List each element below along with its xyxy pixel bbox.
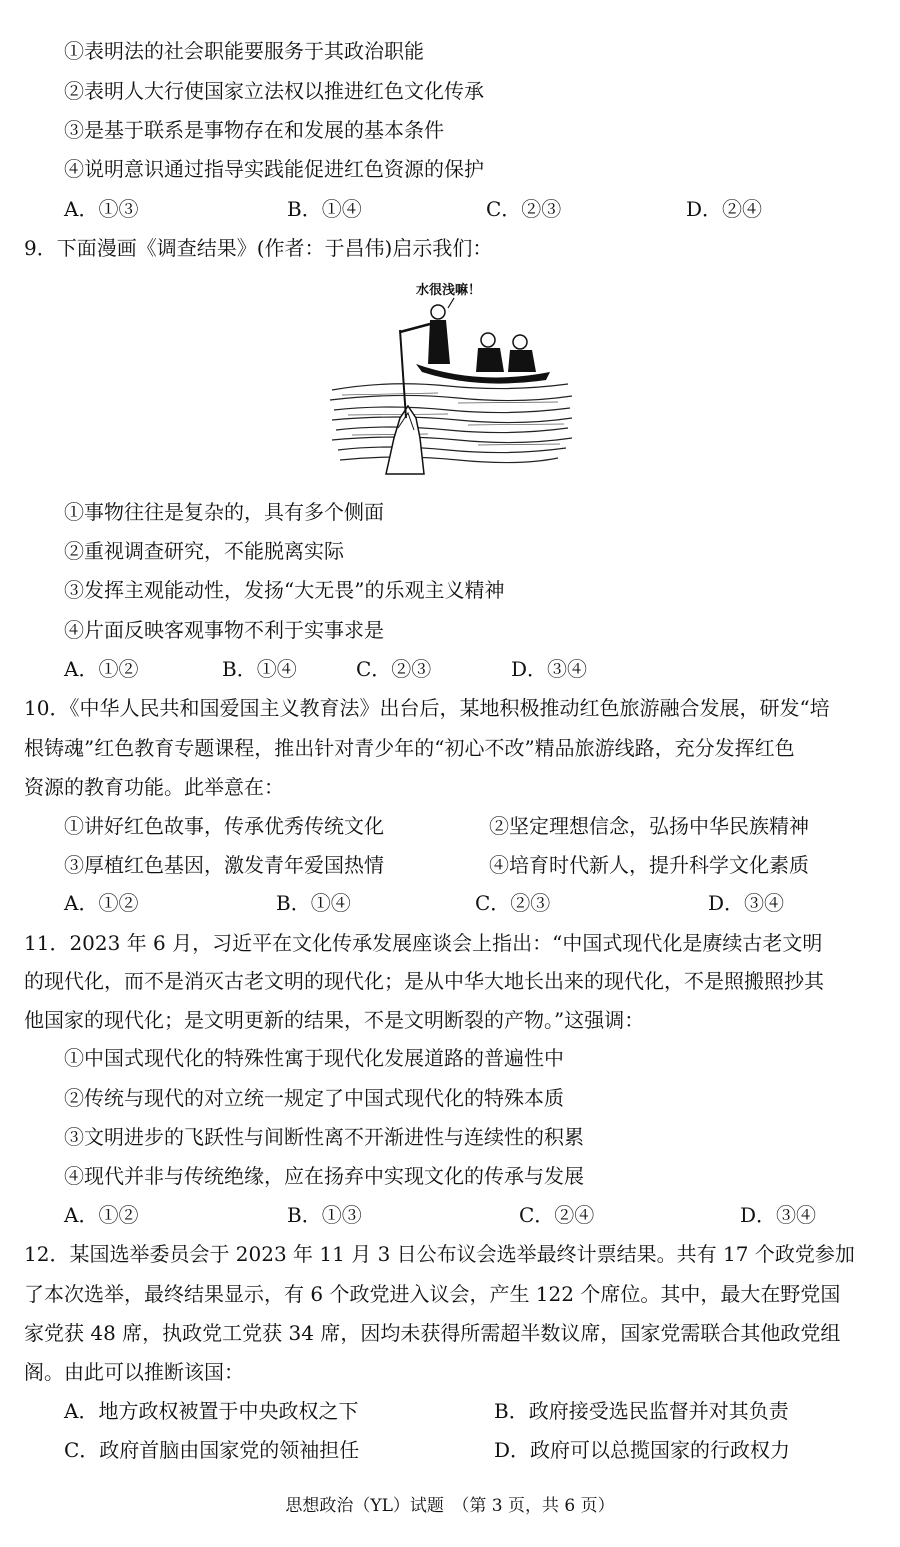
q9-option-b: B．①④ — [222, 657, 297, 681]
q9-option-c: C．②③ — [356, 657, 432, 681]
q11-stem-line-2: 的现代化，而不是消灭古老文明的现代化；是从中华大地长出来的现代化，不是照搬照抄其 — [24, 969, 824, 993]
q8-option-d: D．②④ — [686, 197, 763, 221]
cartoon-image — [328, 268, 574, 476]
cartoon-caption: 水很浅嘛！ — [416, 283, 482, 298]
q12-option-d: D．政府可以总揽国家的行政权力 — [494, 1438, 791, 1462]
q10-stem-line-3: 资源的教育功能。此举意在： — [24, 775, 284, 799]
q12-option-a: A．地方政权被置于中央政权之下 — [64, 1399, 359, 1423]
q11-option-b: B．①③ — [287, 1203, 362, 1227]
q8-option-c: C．②③ — [486, 197, 562, 221]
q12-option-c: C．政府首脑由国家党的领袖担任 — [64, 1438, 360, 1462]
q10-item-3: ③厚植红色基因，激发青年爱国热情 — [64, 853, 384, 877]
q12-option-b: B．政府接受选民监督并对其负责 — [494, 1399, 789, 1423]
q10-option-d: D．③④ — [708, 891, 785, 915]
q8-item-3: ③是基于联系是事物存在和发展的基本条件 — [64, 118, 444, 142]
q11-item-4: ④现代并非与传统绝缘，应在扬弃中实现文化的传承与发展 — [64, 1164, 584, 1188]
q10-option-a: A．①② — [64, 891, 139, 915]
q11-stem-line-1: 11．2023 年 6 月，习近平在文化传承发展座谈会上指出：“中国式现代化是赓续古老文明 — [24, 931, 823, 955]
q10-item-1: ①讲好红色故事，传承优秀传统文化 — [64, 814, 384, 838]
q11-item-1: ①中国式现代化的特殊性寓于现代化发展道路的普遍性中 — [64, 1046, 564, 1070]
q10-option-c: C．②③ — [475, 891, 551, 915]
q10-stem-line-1: 10．《中华人民共和国爱国主义教育法》出台后，某地积极推动红色旅游融合发展，研发“培 — [24, 696, 830, 720]
q9-stem: 9．下面漫画《调查结果》(作者：于昌伟)启示我们： — [24, 236, 493, 260]
q12-stem-line-1: 12．某国选举委员会于 2023 年 11 月 3 日公布议会选举最终计票结果。共有 17 个政党参加 — [24, 1242, 855, 1266]
q10-item-2: ②坚定理想信念，弘扬中华民族精神 — [489, 814, 809, 838]
q8-option-b: B．①④ — [287, 197, 362, 221]
q11-option-c: C．②④ — [519, 1203, 595, 1227]
q9-item-3: ③发挥主观能动性，发扬“大无畏”的乐观主义精神 — [64, 578, 505, 602]
q8-item-2: ②表明人大行使国家立法权以推进红色文化传承 — [64, 79, 484, 103]
q9-item-4: ④片面反映客观事物不利于实事求是 — [64, 618, 384, 642]
q11-item-3: ③文明进步的飞跃性与间断性离不开渐进性与连续性的积累 — [64, 1125, 584, 1149]
q9-item-2: ②重视调查研究，不能脱离实际 — [64, 539, 344, 563]
q9-item-1: ①事物往往是复杂的，具有多个侧面 — [64, 500, 384, 524]
q10-option-b: B．①④ — [276, 891, 351, 915]
q11-stem-line-3: 他国家的现代化；是文明更新的结果，不是文明断裂的产物。”这强调： — [24, 1008, 645, 1032]
q11-option-a: A．①② — [64, 1203, 139, 1227]
q12-stem-line-4: 阁。由此可以推断该国： — [24, 1360, 244, 1384]
q11-item-2: ②传统与现代的对立统一规定了中国式现代化的特殊本质 — [64, 1086, 564, 1110]
q10-stem-line-2: 根铸魂”红色教育专题课程，推出针对青少年的“初心不改”精品旅游线路，充分发挥红色 — [24, 736, 795, 760]
q8-item-1: ①表明法的社会职能要服务于其政治职能 — [64, 39, 424, 63]
q9-option-d: D．③④ — [511, 657, 588, 681]
page-footer: 思想政治（YL）试题 （第 3 页，共 6 页） — [285, 1496, 615, 1516]
q11-option-d: D．③④ — [740, 1203, 817, 1227]
q12-stem-line-2: 了本次选举，最终结果显示，有 6 个政党进入议会，产生 122 个席位。其中，最大在野党国 — [24, 1282, 841, 1306]
q12-stem-line-3: 家党获 48 席，执政党工党获 34 席，因均未获得所需超半数议席，国家党需联合其他政党组 — [24, 1321, 841, 1345]
q9-option-a: A．①② — [64, 657, 139, 681]
q8-option-a: A．①③ — [64, 197, 139, 221]
q10-item-4: ④培育时代新人，提升科学文化素质 — [489, 853, 809, 877]
q8-item-4: ④说明意识通过指导实践能促进红色资源的保护 — [64, 157, 484, 181]
